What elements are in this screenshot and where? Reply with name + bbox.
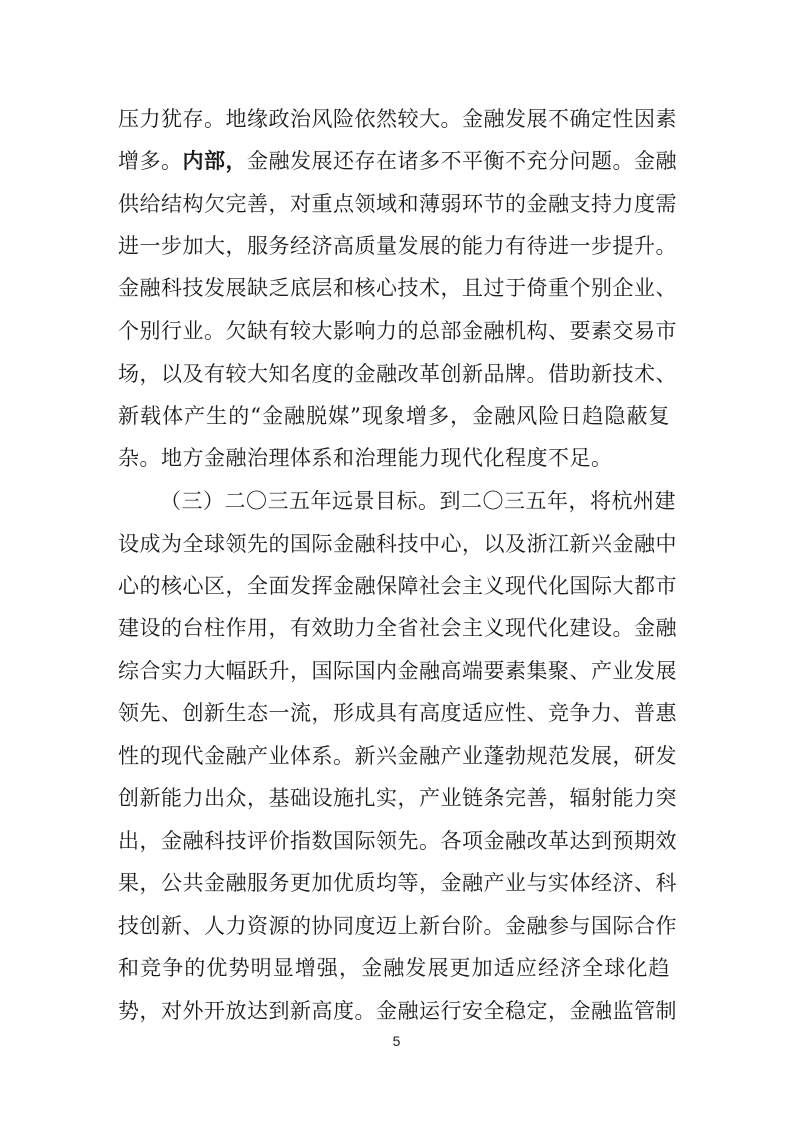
body-line (118, 143, 677, 179)
body-line: 个别行业。欠缺有较大影响力的总部金融机构、要素交易市 (118, 319, 677, 343)
section-heading-line: （三）二〇三五年远景目标。到二〇三五年，将杭州建 (160, 489, 676, 513)
line-prefix: 增多。 (118, 149, 183, 173)
body-line: 果，公共金融服务更加优质均等，金融产业与实体经济、科 (118, 871, 677, 895)
body-line: 出，金融科技评价指数国际领先。各项金融改革达到预期效 (118, 829, 677, 853)
body-line: 性的现代金融产业体系。新兴金融产业蓬勃规范发展，研发 (118, 744, 677, 768)
body-line: 势，对外开放达到新高度。金融运行安全稳定，金融监管制 (118, 999, 677, 1023)
body-line: 新载体产生的“金融脱媒”现象增多，金融风险日趋隐蔽复 (118, 404, 670, 428)
body-line: 杂。地方金融治理体系和治理能力现代化程度不足。 (118, 446, 613, 470)
body-line: 心的核心区，全面发挥金融保障社会主义现代化国际大都市 (118, 574, 677, 598)
body-line: 设成为全球领先的国际金融科技中心，以及浙江新兴金融中 (118, 532, 677, 556)
line-rest: 金融发展还存在诸多不平衡不充分问题。金融 (247, 149, 677, 173)
body-line: 和竞争的优势明显增强，金融发展更加适应经济全球化趋 (118, 956, 670, 980)
page-number: 5 (392, 1033, 401, 1049)
body-line: 压力犹存。地缘政治风险依然较大。金融发展不确定性因素 (118, 107, 677, 131)
body-line: 进一步加大，服务经济高质量发展的能力有待进一步提升。 (118, 234, 677, 258)
body-line: 金融科技发展缺乏底层和核心技术，且过于倚重个别企业、 (118, 276, 677, 300)
bold-keyword: 内部， (182, 148, 247, 173)
body-line: 技创新、人力资源的协同度迈上新台阶。金融参与国际合作 (118, 914, 677, 938)
body-line: 建设的台柱作用，有效助力全省社会主义现代化建设。金融 (118, 616, 677, 640)
body-line: 领先、创新生态一流，形成具有高度适应性、竞争力、普惠 (118, 701, 677, 725)
body-line: 创新能力出众，基础设施扎实，产业链条完善，辐射能力突 (118, 786, 677, 810)
body-line: 场，以及有较大知名度的金融改革创新品牌。借助新技术、 (118, 362, 677, 386)
body-line: 供给结构欠完善，对重点领域和薄弱环节的金融支持力度需 (118, 192, 677, 216)
body-line: 综合实力大幅跃升，国际国内金融高端要素集聚、产业发展 (118, 659, 677, 683)
